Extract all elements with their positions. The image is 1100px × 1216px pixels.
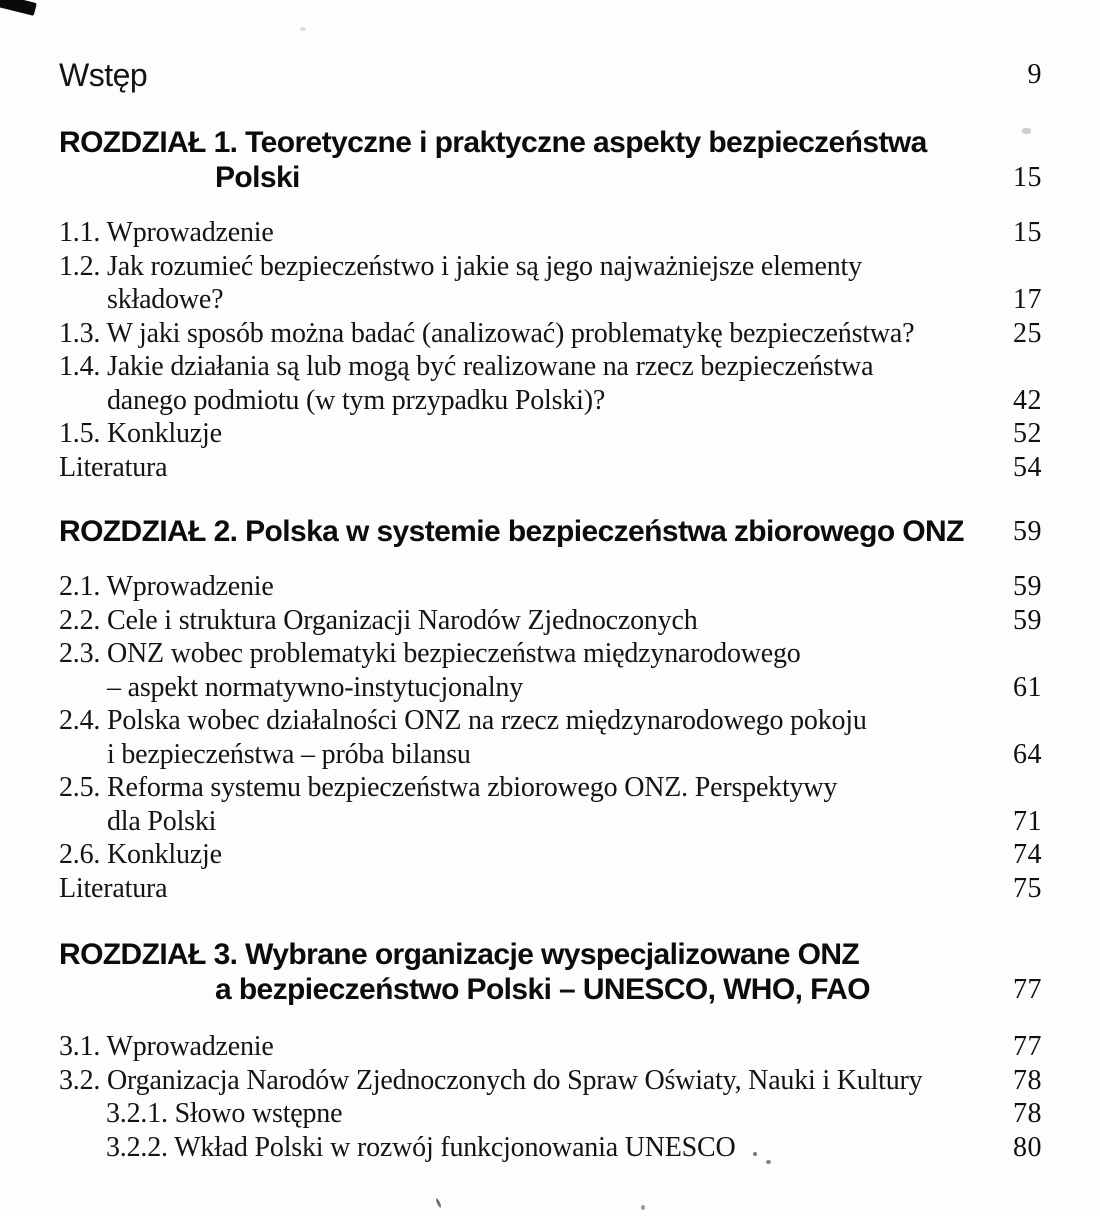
toc-subentry — [59, 1097, 1042, 1131]
chapter-3-title — [59, 937, 1042, 1007]
scan-artifact-speck — [1022, 128, 1031, 134]
toc-entry — [59, 350, 1042, 417]
entry-page-number: 15 — [1013, 217, 1042, 248]
toc-entry — [59, 872, 1042, 906]
chapter-2-section — [59, 514, 1042, 905]
toc-entry — [59, 1030, 1042, 1064]
entry-page-number: 75 — [1013, 872, 1042, 904]
entry-label: 3.2.1. Słowo wstępne — [106, 1098, 343, 1129]
entry-label: 2.6. Konkluzje — [59, 839, 222, 870]
entry-label: 3.2. Organizacja Narodów Zjednoczonych do Spraw Oświaty, Nauki i Kultury — [59, 1064, 923, 1096]
toc-subentry — [59, 1131, 1042, 1165]
toc-entry — [59, 637, 1042, 704]
chapter-title-line: Polski — [215, 161, 300, 194]
entry-page-number: 17 — [1013, 284, 1042, 315]
entry-label: 1.2. Jak rozumieć bezpieczeństwo i jakie są jego najważniejsze elementy — [59, 250, 862, 282]
scan-artifact-speck — [753, 1152, 757, 1156]
entry-page-number: 59 — [1013, 571, 1042, 602]
toc-entry — [59, 771, 1042, 838]
entry-continuation: danego podmiotu (w tym przypadku Polski)? — [107, 384, 606, 416]
entry-label: 2.2. Cele i struktura Organizacji Narodów Zjednoczonych — [59, 604, 698, 636]
entry-label: 3.1. Wprowadzenie — [59, 1031, 274, 1062]
entry-label: 1.3. W jaki sposób można badać (analizować) problematykę bezpieczeństwa? — [59, 317, 915, 349]
entry-page-number: 77 — [1013, 1031, 1042, 1062]
entry-continuation: składowe? — [107, 284, 224, 315]
chapter-2-title — [59, 514, 1042, 549]
toc-entry — [59, 838, 1042, 872]
entry-page-number: 61 — [1013, 671, 1042, 703]
entry-label: 3.2.2. Wkład Polski w rozwój funkcjonowania UNESCO — [106, 1131, 736, 1163]
chapter-1-section — [59, 125, 1042, 484]
chapter-title-line: a bezpieczeństwo Polski – UNESCO, WHO, FAO — [215, 973, 870, 1006]
entry-label: 1.1. Wprowadzenie — [59, 217, 274, 248]
toc-entry — [59, 451, 1042, 485]
entry-label: 2.1. Wprowadzenie — [59, 571, 274, 602]
toc-entry — [59, 704, 1042, 771]
scan-artifact-speck — [641, 1205, 645, 1210]
entry-label: Literatura — [59, 872, 168, 904]
entry-label: 2.4. Polska wobec działalności ONZ na rzecz międzynarodowego pokoju — [59, 705, 867, 736]
entry-page-number: 59 — [1013, 604, 1042, 636]
toc-entry — [59, 417, 1042, 451]
chapter-3-section — [59, 937, 1042, 1164]
entry-page-number: 52 — [1013, 418, 1042, 449]
chapter-page-number: 15 — [1013, 162, 1042, 193]
entry-page-number: 71 — [1013, 805, 1042, 837]
entry-page-number: 74 — [1013, 839, 1042, 870]
entry-page-number: 42 — [1013, 384, 1042, 416]
toc-entry — [59, 317, 1042, 351]
chapter-page-number: 77 — [1013, 974, 1042, 1005]
entry-page-number: 78 — [1013, 1098, 1042, 1129]
entry-label: Wstęp — [59, 57, 148, 93]
entry-page-number: 25 — [1013, 317, 1042, 349]
scan-artifact-speck — [300, 27, 306, 31]
scan-artifact-speck — [435, 1198, 442, 1208]
toc-entry — [59, 1064, 1042, 1098]
entry-label: 1.5. Konkluzje — [59, 418, 222, 449]
entry-page-number: 64 — [1013, 738, 1042, 770]
toc-entry — [59, 570, 1042, 604]
chapter-1-title — [59, 125, 1042, 195]
entry-continuation: dla Polski — [107, 805, 217, 837]
toc-entry — [59, 604, 1042, 638]
entry-label: 2.3. ONZ wobec problematyki bezpieczeństwa międzynarodowego — [59, 638, 801, 669]
scan-artifact-corner — [0, 0, 37, 16]
toc-entry — [59, 216, 1042, 250]
toc-entry — [59, 250, 1042, 317]
entry-label: Literatura — [59, 451, 168, 483]
scan-artifact-speck — [766, 1160, 771, 1164]
entry-page-number: 9 — [1027, 59, 1042, 90]
entry-continuation: i bezpieczeństwa – próba bilansu — [107, 738, 471, 770]
chapter-title-line: ROZDZIAŁ 3. Wybrane organizacje wyspecjalizowane ONZ — [59, 938, 860, 971]
entry-label: 2.5. Reforma systemu bezpieczeństwa zbiorowego ONZ. Perspektywy — [59, 772, 838, 803]
entry-page-number: 80 — [1013, 1131, 1042, 1163]
entry-page-number: 54 — [1013, 451, 1042, 483]
front-matter-entry — [59, 55, 1042, 95]
entry-page-number: 78 — [1013, 1064, 1042, 1096]
chapter-page-number: 59 — [1013, 516, 1042, 547]
entry-label: 1.4. Jakie działania są lub mogą być realizowane na rzecz bezpieczeństwa — [59, 351, 874, 382]
chapter-title-line: ROZDZIAŁ 1. Teoretyczne i praktyczne aspekty bezpieczeństwa — [59, 126, 927, 159]
entry-continuation: – aspekt normatywno-instytucjonalny — [107, 671, 524, 703]
chapter-title-line: ROZDZIAŁ 2. Polska w systemie bezpieczeństwa zbiorowego ONZ — [59, 515, 964, 548]
